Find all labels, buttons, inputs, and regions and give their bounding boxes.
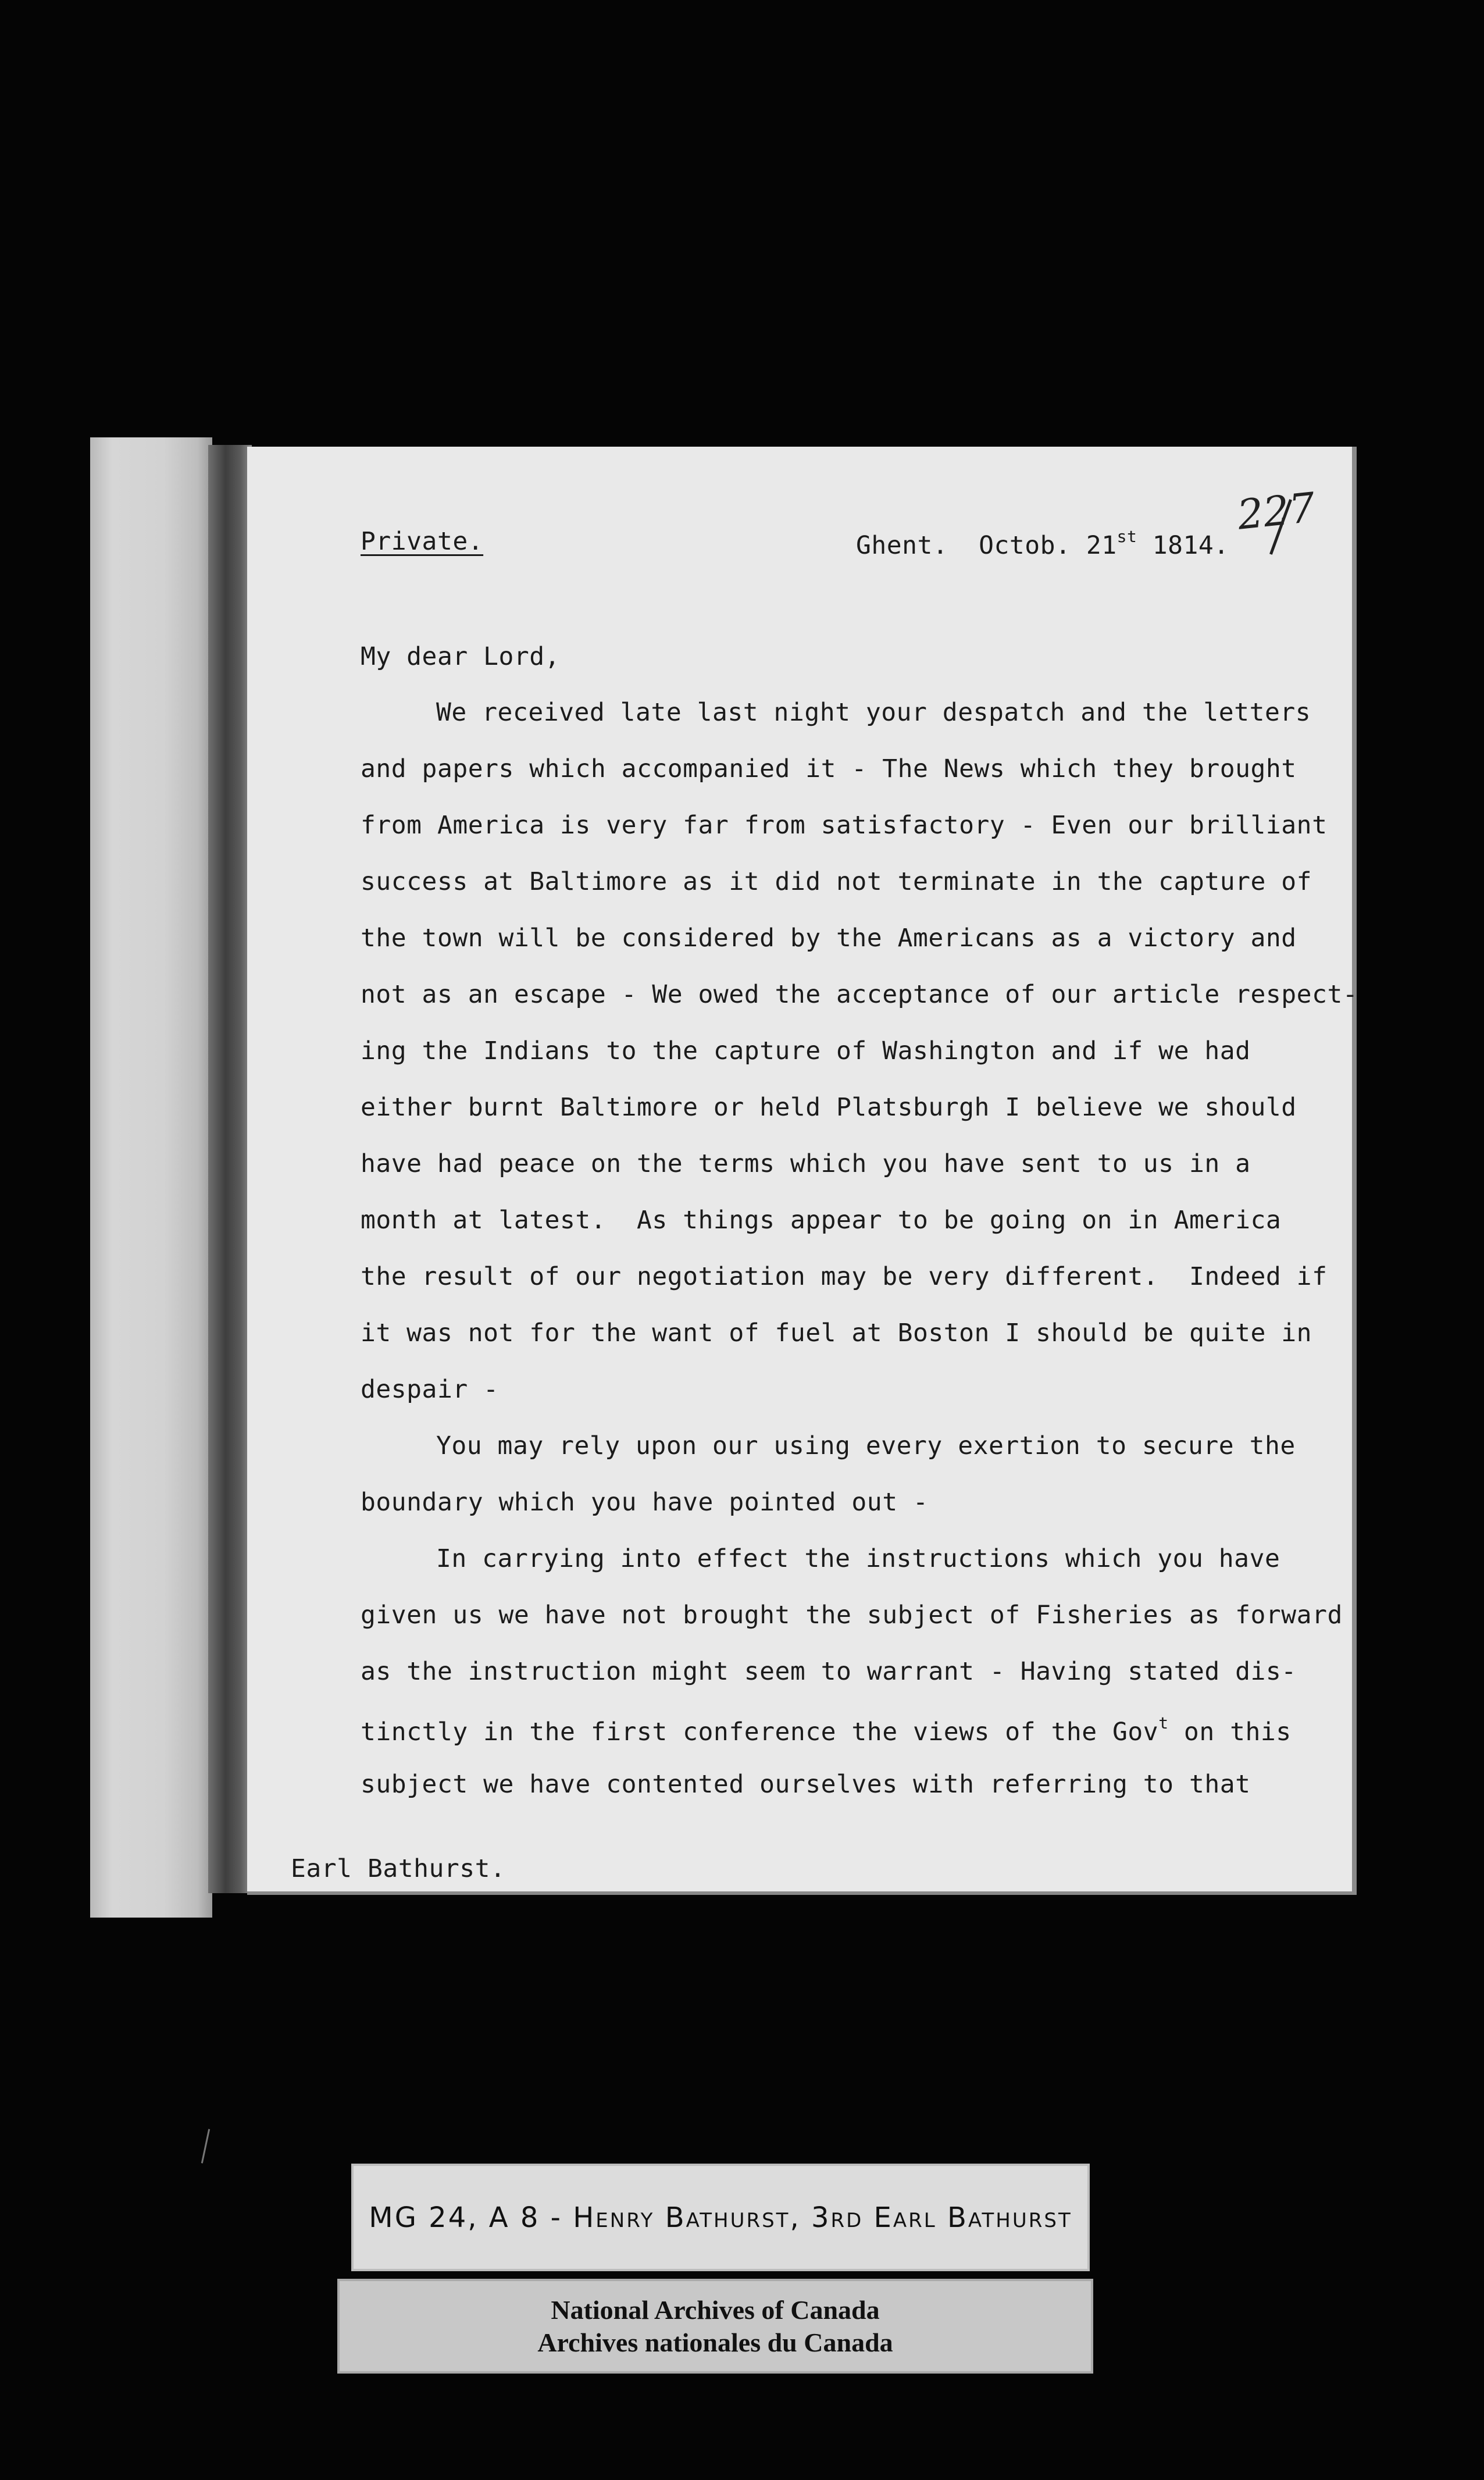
letter-line: subject we have contented ourselves with referring to that [361,1770,1251,1799]
folio-number: 227 [1235,483,1318,539]
film-scratch [201,2129,210,2163]
letter-line: boundary which you have pointed out - [361,1488,929,1517]
letter-line: In carrying into effect the instructions which you have [436,1544,1280,1573]
archive-reference-label [351,2164,1090,2271]
private-heading: Private. [361,527,484,556]
letter-line: given us we have not brought the subject of Fisheries as forward [361,1601,1343,1630]
place-date-heading [856,527,1229,560]
salutation: My dear Lord, [361,642,561,671]
letter-line: as the instruction might seem to warrant - Having stated dis- [361,1657,1297,1686]
date-year: 1814. [1137,531,1229,560]
fold-shadow [208,445,252,1893]
letter-line: the result of our negotiation may be very different. Indeed if [361,1262,1328,1291]
archive-reference: MG 24, A 8 - Henry Bathurst, 3rd Earl Bathurst [369,2201,1072,2234]
letter-line: ing the Indians to the capture of Washington and if we had [361,1036,1251,1066]
letter-line: despair - [361,1375,499,1404]
letter-line: have had peace on the terms which you have sent to us in a [361,1149,1251,1178]
folded-margin-strip [90,437,212,1918]
letter-line: month at latest. As things appear to be going on in America [361,1206,1282,1235]
date-text: Ghent. Octob. 21 [856,531,1117,560]
abbreviation-superscript: t [1158,1713,1169,1733]
letter-line: not as an escape - We owed the acceptance of our article respect- [361,980,1358,1009]
addressee: Earl Bathurst. [291,1854,506,1883]
archive-institution-label [337,2279,1093,2374]
letter-line-tail: on this [1168,1718,1292,1747]
letter-line: it was not for the want of fuel at Boston I should be quite in [361,1319,1312,1348]
letter-line: either burnt Baltimore or held Platsburgh I believe we should [361,1093,1297,1122]
letter-line-text: tinctly in the first conference the views of the Gov [361,1718,1159,1747]
letter-line: the town will be considered by the Americans as a victory and [361,924,1297,953]
letter-line: from America is very far from satisfactory - Even our brilliant [361,811,1328,840]
institution-french: Archives nationales du Canada [537,2327,893,2357]
letter-line: We received late last night your despatch and the letters [436,698,1311,727]
letter-line [361,1713,1292,1747]
date-ordinal: st [1116,527,1137,546]
institution-english: National Archives of Canada [551,2294,880,2325]
letter-line: and papers which accompanied it - The News which they brought [361,754,1297,783]
letter-line: You may rely upon our using every exertion to secure the [436,1431,1296,1460]
letter-line: success at Baltimore as it did not terminate in the capture of [361,867,1312,896]
